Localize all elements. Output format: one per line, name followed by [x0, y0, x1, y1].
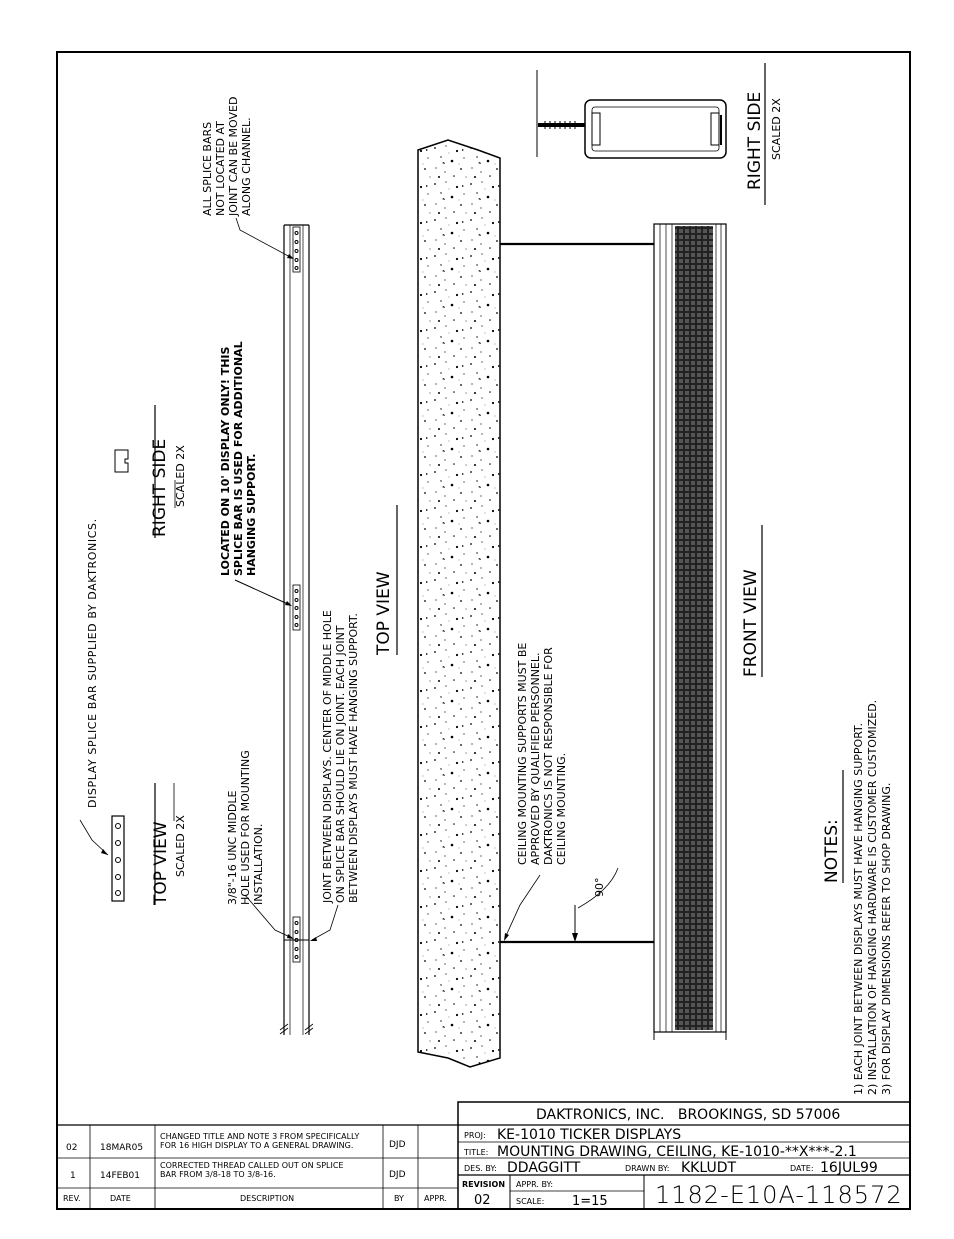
note-1: 1) EACH JOINT BETWEEN DISPLAYS MUST HAVE HANGING SUPPORT. [852, 723, 865, 1095]
located-leader [235, 580, 290, 605]
rev-row-1-desc-2: FOR 16 HIGH DISPLAY TO A GENERAL DRAWING. [160, 1141, 354, 1150]
splice-leader [80, 820, 108, 855]
led-modules [675, 226, 713, 1030]
drawing-title: MOUNTING DRAWING, CEILING, KE-1010-**X***-2.1 [497, 1144, 857, 1160]
rev-header-date: DATE [110, 1194, 131, 1203]
revision-number: 02 [474, 1193, 491, 1208]
joint-note-line-2: ON SPLICE BAR SHOULD LIE ON JOINT. EACH JOINT [334, 625, 347, 903]
scale-value: 1=15 [572, 1194, 608, 1209]
angle-label: 90° [593, 877, 606, 897]
ceiling-leader [505, 875, 540, 938]
designed-by: DDAGGITT [507, 1160, 581, 1176]
ceiling-note-line-2: APPROVED BY QUALIFIED PERSONNEL. [529, 652, 542, 865]
top-view-label: TOP VIEW [374, 571, 394, 655]
splice-right-side-scale: SCALED 2X [174, 445, 187, 507]
front-view-label: FRONT VIEW [741, 569, 761, 677]
splice-note: DISPLAY SPLICE BAR SUPPLIED BY DAKTRONICS. [86, 518, 99, 808]
rev-header-desc: DESCRIPTION [240, 1194, 295, 1203]
drawn-by: KKLUDT [681, 1160, 737, 1176]
rev-header-appr: APPR. [424, 1194, 447, 1203]
ceiling-slab [418, 140, 500, 1067]
project-name: KE-1010 TICKER DISPLAYS [497, 1127, 682, 1143]
rev-row-2-desc-1: CORRECTED THREAD CALLED OUT ON SPLICE [160, 1161, 344, 1170]
revision-label: REVISION [462, 1180, 506, 1189]
joint-leader [312, 905, 338, 940]
ceiling-note-line-3: DAKTRONICS IS NOT RESPONSIBLE FOR [542, 647, 555, 865]
rev-row-1-date: 18MAR05 [100, 1143, 144, 1153]
located-note-line-2: SPLICE BAR IS USED FOR ADDITIONAL [232, 341, 245, 576]
notes-title: NOTES: [822, 819, 842, 883]
note-3: 3) FOR DISPLAY DIMENSIONS REFER TO SHOP DRAWING. [880, 782, 893, 1095]
rev-header-rev: REV. [63, 1194, 81, 1203]
drawn-label: DRAWN BY: [625, 1164, 670, 1173]
title-label: TITLE: [464, 1148, 489, 1157]
hole-note-line-3: INSTALLATION. [252, 823, 265, 905]
splice-right-side-title: RIGHT SIDE [150, 438, 170, 537]
rev-row-1-rev: 02 [66, 1143, 78, 1153]
rev-row-1-desc-1: CHANGED TITLE AND NOTE 3 FROM SPECIFICALLY [160, 1132, 360, 1141]
appr-label: APPR. BY: [516, 1180, 554, 1189]
right-side-scale: SCALED 2X [770, 98, 783, 160]
splice-top-view-scale: SCALED 2X [174, 815, 187, 877]
splice-bars-note-line-1: ALL SPLICE BARS [201, 121, 214, 216]
joint-note-line-1: JOINT BETWEEN DISPLAYS. CENTER OF MIDDLE HOLE [321, 610, 334, 903]
des-label: DES. BY: [464, 1164, 497, 1173]
splice-bar-side [115, 450, 128, 472]
rev-row-2-desc-2: BAR FROM 3/8-18 TO 3/8-16. [160, 1170, 276, 1179]
rev-header-by: BY [394, 1194, 404, 1203]
proj-label: PROJ: [464, 1131, 486, 1140]
rev-row-2-date: 14FEB01 [100, 1171, 140, 1181]
scale-label: SCALE: [516, 1197, 545, 1206]
rev-row-1-by: DJD [389, 1140, 406, 1150]
rev-row-2-rev: 1 [70, 1171, 76, 1181]
drawing-date: 16JUL99 [820, 1160, 878, 1176]
splice-bars-note-line-2: NOT LOCATED AT [214, 121, 227, 216]
splice-top-view-title: TOP VIEW [151, 821, 171, 905]
splice-bars-note-line-3: JOINT CAN BE MOVED [227, 96, 240, 216]
ceiling-note-line-4: CEILING MOUNTING. [555, 752, 568, 865]
splice-bars-note-line-4: ALONG CHANNEL. [240, 117, 253, 216]
note-2: 2) INSTALLATION OF HANGING HARDWARE IS CUSTOMER CUSTOMIZED. [866, 699, 879, 1095]
joint-note-line-3: BETWEEN DISPLAYS MUST HAVE HANGING SUPPORT. [347, 613, 360, 903]
rev-row-2-by: DJD [389, 1170, 406, 1180]
located-note-line-1: LOCATED ON 10' DISPLAY ONLY! THIS [219, 346, 232, 576]
right-side-title: RIGHT SIDE [745, 91, 765, 190]
hole-note-line-2: HOLE USED FOR MOUNTING [239, 750, 252, 905]
ceiling-note-line-1: CEILING MOUNTING SUPPORTS MUST BE [516, 642, 529, 865]
company-line: DAKTRONICS, INC. BROOKINGS, SD 57006 [536, 1107, 841, 1123]
channel-rail [280, 225, 313, 1035]
drawing-number: 1182-E10A-118572 [655, 1181, 903, 1209]
hole-note-line-1: 3/8"-16 UNC MIDDLE [226, 790, 239, 905]
date-label: DATE: [790, 1164, 814, 1173]
located-note-line-3: HANGING SUPPORT. [245, 453, 258, 576]
display-front-view [654, 224, 726, 1040]
display-right-side [537, 70, 726, 158]
